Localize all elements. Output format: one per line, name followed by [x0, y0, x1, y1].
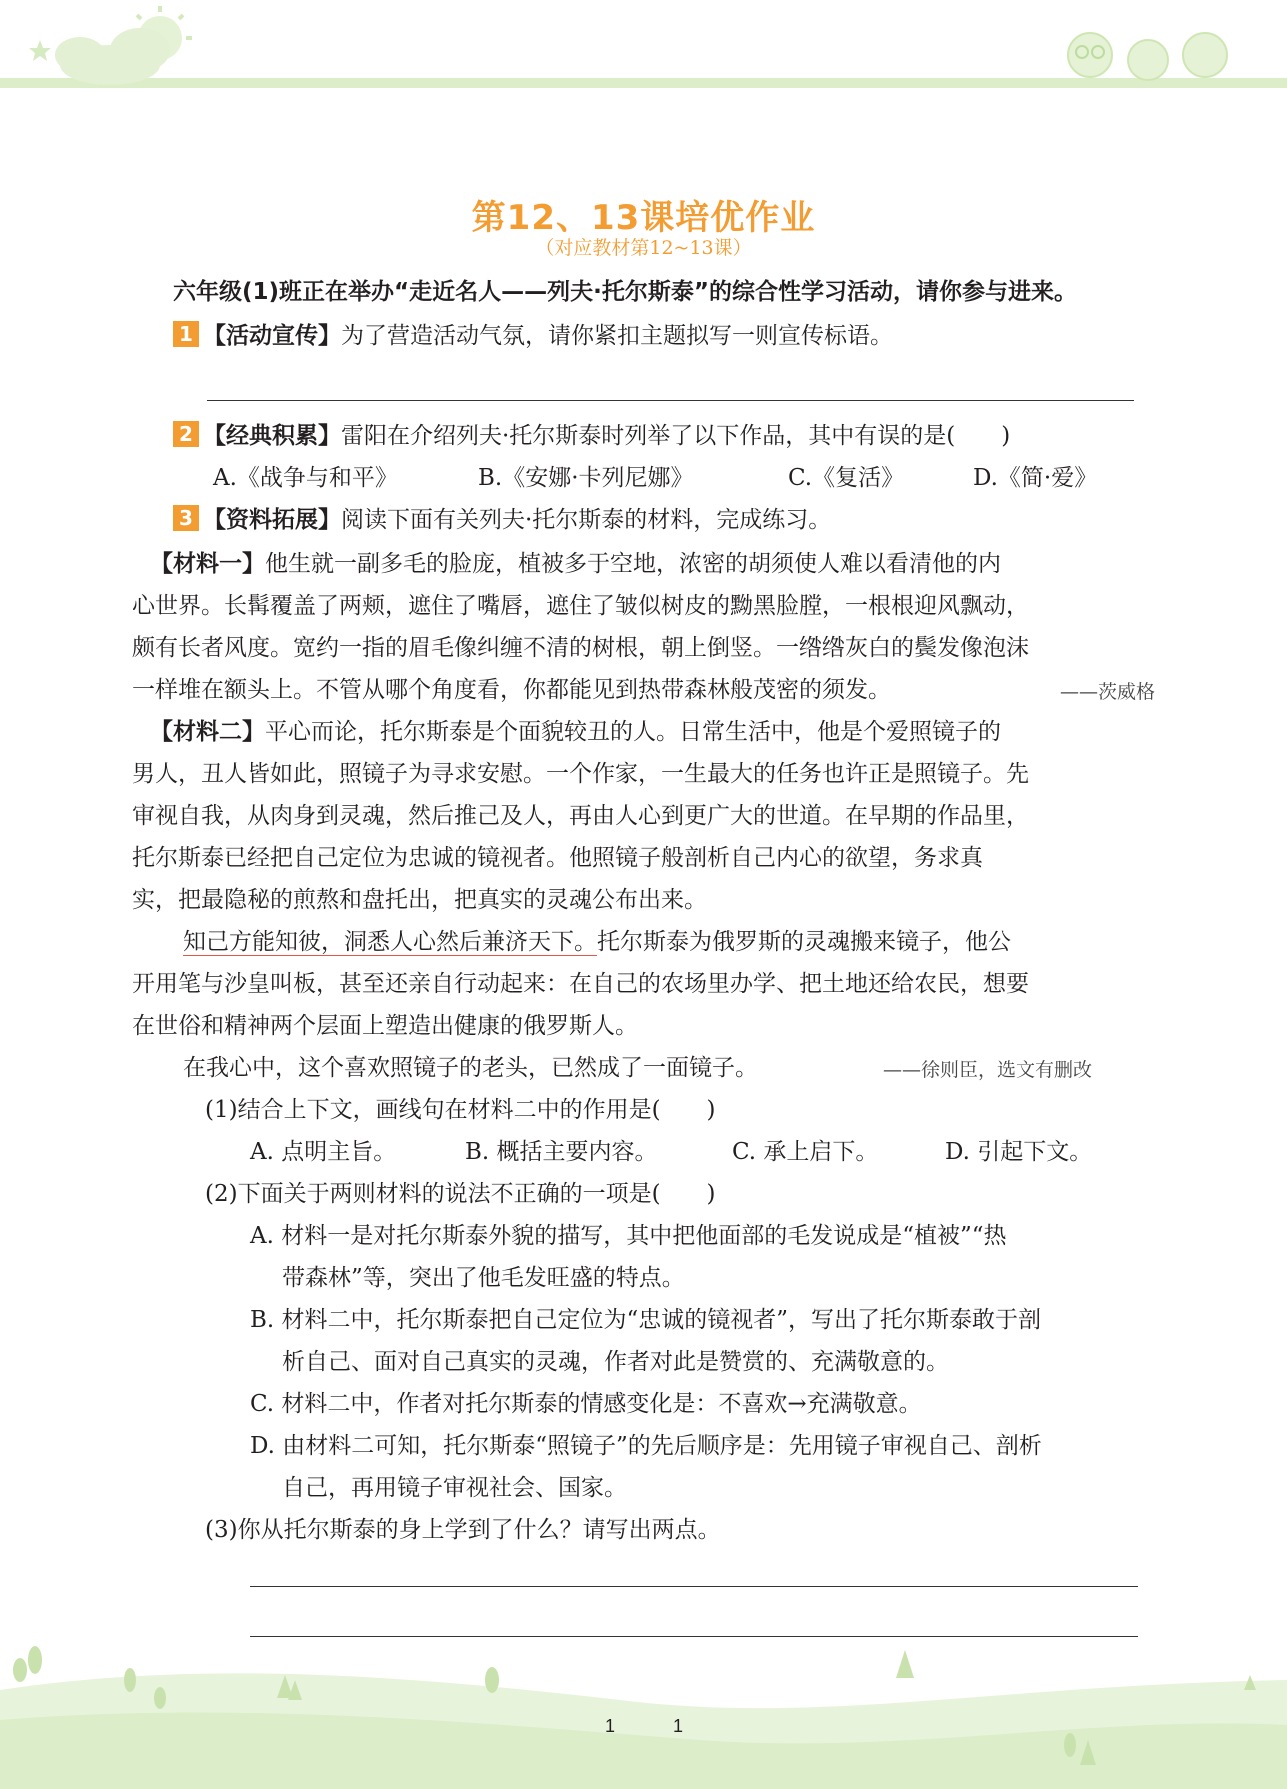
material-2-label: 【材料二】: [150, 719, 265, 745]
answer-line[interactable]: [207, 400, 1134, 401]
material-2-line: 男人，丑人皆如此，照镜子为寻求安慰。一个作家，一生最大的任务也许正是照镜子。先: [132, 761, 1029, 787]
material-2-line: 实，把最隐秘的煎熬和盘托出，把真实的灵魂公布出来。: [132, 887, 707, 913]
material-text: 平心而论，托尔斯泰是个面貌较丑的人。日常生活中，他是个爱照镜子的: [265, 719, 1001, 745]
material-2-last: 在我心中，这个喜欢照镜子的老头，已然成了一面镜子。: [183, 1055, 758, 1081]
sub1-option-c: C. 承上启下。: [732, 1139, 879, 1165]
page-subtitle: （对应教材第12~13课）: [535, 237, 752, 259]
question-1: [173, 321, 893, 351]
material-2-line: 在世俗和精神两个层面上塑造出健康的俄罗斯人。: [132, 1013, 638, 1039]
sub2-option-c: C. 材料二中，作者对托尔斯泰的情感变化是：不喜欢→充满敬意。: [250, 1391, 922, 1417]
animals-icon: [1068, 33, 1227, 80]
sub2-option-a: A. 材料一是对托尔斯泰外貌的描写，其中把他面部的毛发说成是“植被”“热: [250, 1223, 1007, 1249]
sub2-option-b: B. 材料二中，托尔斯泰把自己定位为“忠诚的镜视者”，写出了托尔斯泰敢于剖: [250, 1307, 1042, 1333]
question-text: 为了营造活动气氛，请你紧扣主题拟写一则宣传标语。: [341, 323, 893, 349]
question-number: 2: [173, 421, 199, 447]
question-text: 雷阳在介绍列夫·托尔斯泰时列举了以下作品，其中有误的是( ): [341, 423, 1011, 449]
footer-landscape: [0, 1630, 1287, 1789]
question-text: 阅读下面有关列夫·托尔斯泰的材料，完成练习。: [341, 507, 832, 533]
page-title: 第12、13课培优作业: [471, 198, 816, 238]
sub2-option-d-cont: 自己，再用镜子审视社会、国家。: [282, 1475, 627, 1501]
material-1-line: [150, 549, 1001, 579]
option-d: D.《简·爱》: [973, 465, 1098, 491]
option-b: B.《安娜·卡列尼娜》: [478, 465, 694, 491]
material-1-line: 颇有长者风度。宽约一指的眉毛像纠缠不清的树根，朝上倒竖。一绺绺灰白的鬓发像泡沫: [132, 635, 1029, 661]
answer-line[interactable]: [250, 1586, 1138, 1587]
option-c: C.《复活》: [788, 465, 905, 491]
intro-text: 六年级(1)班正在举办“走近名人——列夫·托尔斯泰”的综合性学习活动，请你参与进来。: [173, 279, 1077, 305]
material-2-line: [150, 717, 1001, 747]
sub2-option-b-cont: 析自己、面对自己真实的灵魂，作者对此是赞赏的、充满敬意的。: [282, 1349, 949, 1375]
sub-question-1: (1)结合上下文，画线句在材料二中的作用是( ): [205, 1097, 716, 1123]
sub1-option-b: B. 概括主要内容。: [465, 1139, 658, 1165]
material-2-line: 开用笔与沙皇叫板，甚至还亲自行动起来：在自己的农场里办学、把土地还给农民，想要: [132, 971, 1029, 997]
sub-question-3: (3)你从托尔斯泰的身上学到了什么？请写出两点。: [205, 1517, 721, 1543]
cloud-icon: [55, 28, 170, 85]
material-2-line: 审视自我，从肉身到灵魂，然后推己及人，再由人心到更广大的世道。在早期的作品里，: [132, 803, 1029, 829]
sub2-option-a-cont: 带森林”等，突出了他毛发旺盛的特点。: [282, 1265, 685, 1291]
material-2-line: 托尔斯泰已经把自己定位为忠诚的镜视者。他照镜子般剖析自己内心的欲望，务求真: [132, 845, 983, 871]
sub-question-2: (2)下面关于两则材料的说法不正确的一项是( ): [205, 1181, 716, 1207]
material-2-line: [183, 927, 1011, 957]
sub1-option-a: A. 点明主旨。: [250, 1139, 397, 1165]
question-number: 3: [173, 505, 199, 531]
sub2-option-d: D. 由材料二可知，托尔斯泰“照镜子”的先后顺序是：先用镜子审视自己、剖析: [250, 1433, 1042, 1459]
page-number-right: 1: [673, 1716, 684, 1736]
header-decoration: [0, 0, 1287, 100]
sub1-option-d: D. 引起下文。: [945, 1139, 1093, 1165]
material-1-label: 【材料一】: [150, 551, 265, 577]
material-1-line: 一样堆在额头上。不管从哪个角度看，你都能见到热带森林般茂密的须发。: [132, 677, 891, 703]
material-2-source: ——徐则臣，选文有删改: [883, 1059, 1093, 1081]
material-1-source: ——茨威格: [1060, 681, 1156, 703]
question-tag: 【经典积累】: [203, 423, 341, 449]
option-a: A.《战争与和平》: [213, 465, 398, 491]
underlined-sentence: 知己方能知彼，洞悉人心然后兼济天下。: [183, 929, 597, 955]
question-number: 1: [173, 321, 199, 347]
page-number-left: 1: [605, 1716, 616, 1736]
question-tag: 【资料拓展】: [203, 507, 341, 533]
material-text: 他生就一副多毛的脸庞，植被多于空地，浓密的胡须使人难以看清他的内: [265, 551, 1001, 577]
question-tag: 【活动宣传】: [203, 323, 341, 349]
question-3: [173, 505, 831, 535]
question-2: [173, 421, 1010, 451]
star-icon: [29, 40, 51, 61]
material-1-line: 心世界。长髯覆盖了两颊，遮住了嘴唇，遮住了皱似树皮的黝黑脸膛，一根根迎风飘动，: [132, 593, 1029, 619]
material-text: 托尔斯泰为俄罗斯的灵魂搬来镜子，他公: [597, 929, 1011, 955]
